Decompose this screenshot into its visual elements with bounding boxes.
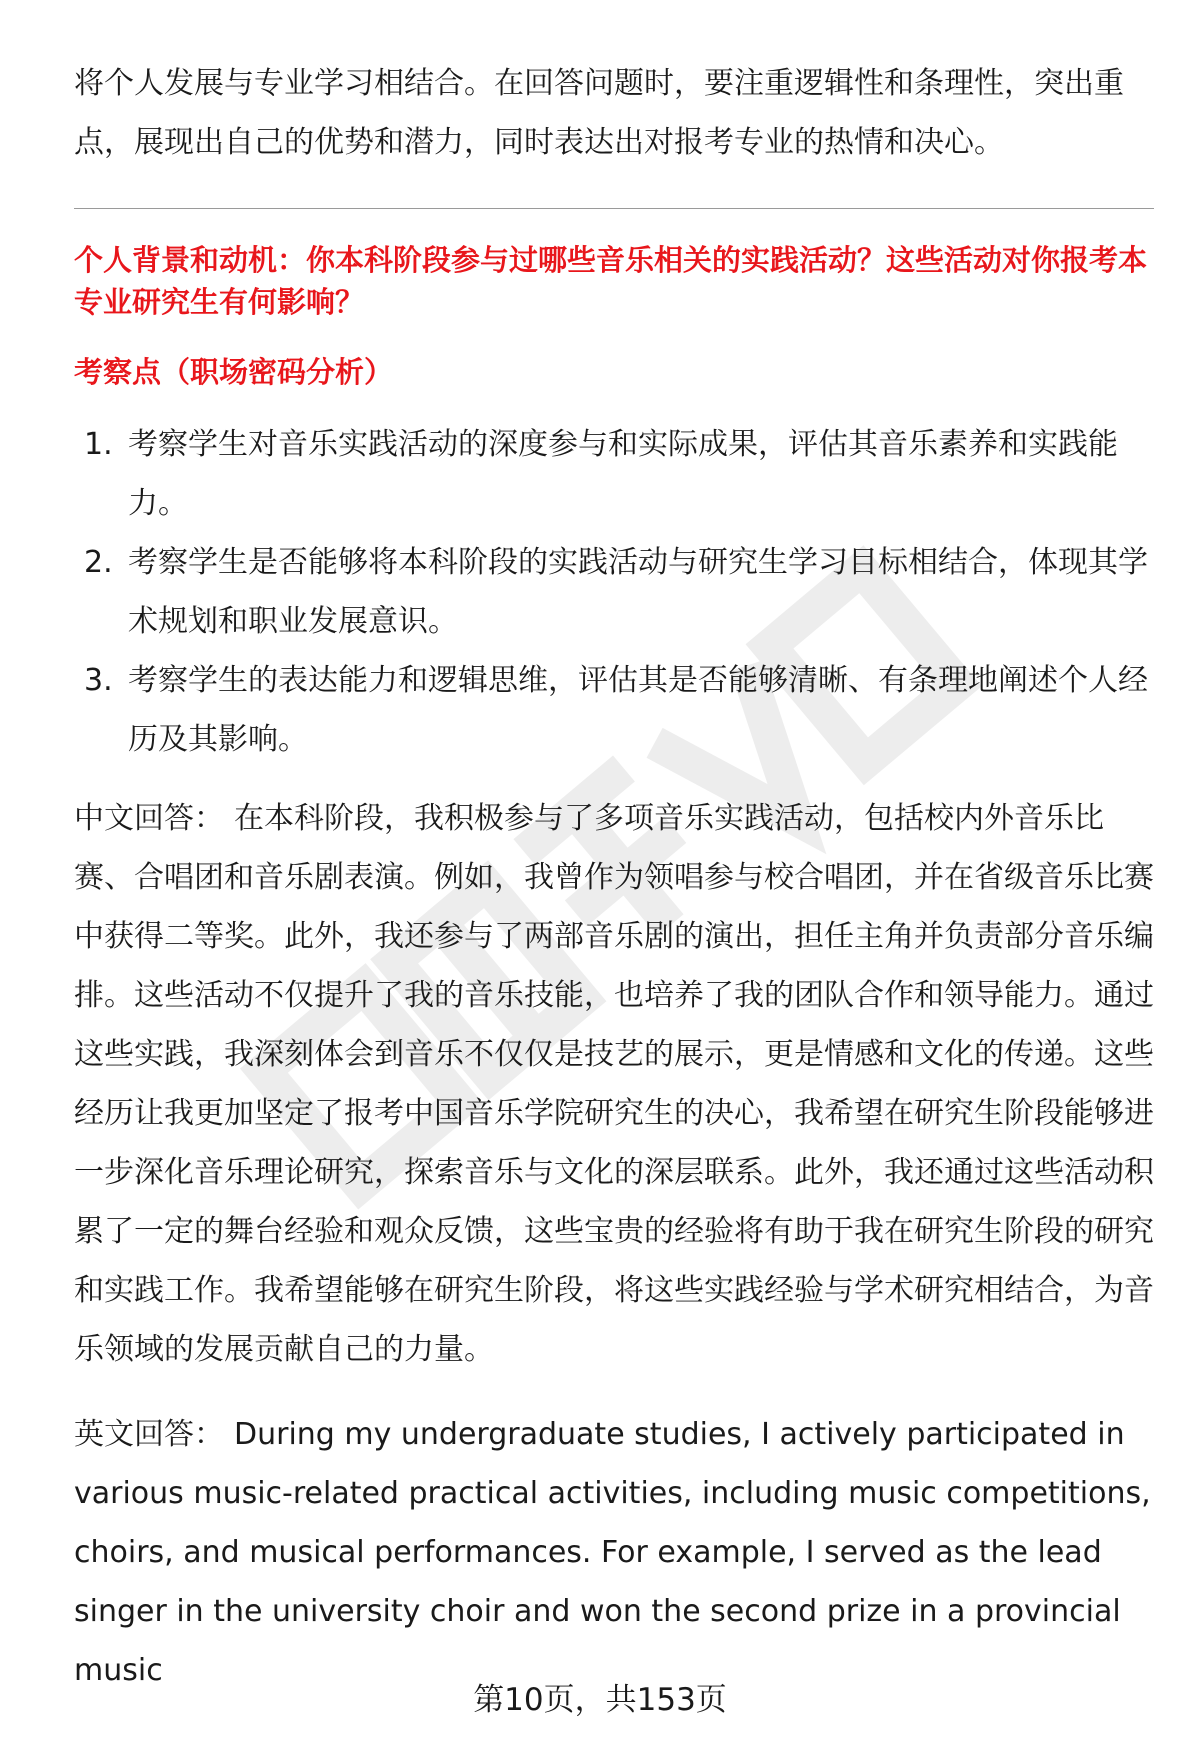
list-number: 2. <box>84 545 113 580</box>
chinese-answer <box>74 789 1154 1379</box>
examination-heading: 考察点（职场密码分析） <box>74 355 394 389</box>
list-item <box>74 415 1154 533</box>
chinese-answer-text: 在本科阶段，我积极参与了多项音乐实践活动，包括校内外音乐比赛、合唱团和音乐剧表演。例如，我曾作为领唱参与校合唱团，并在省级音乐比赛中获得二等奖。此外，我还参与了两部音乐剧的演出，担任主角并负责部分音乐编排。这些活动不仅提升了我的音乐技能，也培养了我的团队合作和领导能力。通过这些实践，我深刻体会到音乐不仅仅是技艺的展示，更是情感和文化的传递。这些经历让我更加坚定了报考中国音乐学院研究生的决心，我希望在研究生阶段能够进一步深化音乐理论研究，探索音乐与文化的深层联系。此外，我还通过这些活动积累了一定的舞台经验和观众反馈，这些宝贵的经验将有助于我在研究生阶段的研究和实践工作。我希望能够在研究生阶段，将这些实践经验与学术研究相结合，为音乐领域的发展贡献自己的力量。 <box>74 801 1154 1367</box>
page-content <box>74 54 1154 1700</box>
list-text: 考察学生对音乐实践活动的深度参与和实际成果，评估其音乐素养和实践能力。 <box>128 427 1118 521</box>
english-answer <box>74 1405 1154 1700</box>
list-text: 考察学生的表达能力和逻辑思维，评估其是否能够清晰、有条理地阐述个人经历及其影响。 <box>128 663 1148 757</box>
chinese-answer-label: 中文回答： <box>74 801 224 836</box>
intro-paragraph: 将个人发展与专业学习相结合。在回答问题时，要注重逻辑性和条理性，突出重点，展现出自己的优势和潜力，同时表达出对报考专业的热情和决心。 <box>74 66 1124 160</box>
question-heading: 个人背景和动机：你本科阶段参与过哪些音乐相关的实践活动？这些活动对你报考本专业研究生有何影响？ <box>74 243 1148 319</box>
list-number: 3. <box>84 663 113 698</box>
list-item <box>74 533 1154 651</box>
english-answer-text: During my undergraduate studies, I actively participated in various music-related practical activities, including music competitions, choirs, and musical performances. For example, I served as the lead singer in the university choir and won the second prize in a provincial music <box>74 1417 1151 1688</box>
english-answer-label: 英文回答： <box>74 1417 224 1452</box>
section-divider <box>74 208 1154 209</box>
list-item <box>74 651 1154 769</box>
page-number-footer: 第10页，共153页 <box>473 1682 727 1718</box>
list-text: 考察学生是否能够将本科阶段的实践活动与研究生学习目标相结合，体现其学术规划和职业发展意识。 <box>128 545 1148 639</box>
list-number: 1. <box>84 427 113 462</box>
examination-points <box>74 415 1154 769</box>
